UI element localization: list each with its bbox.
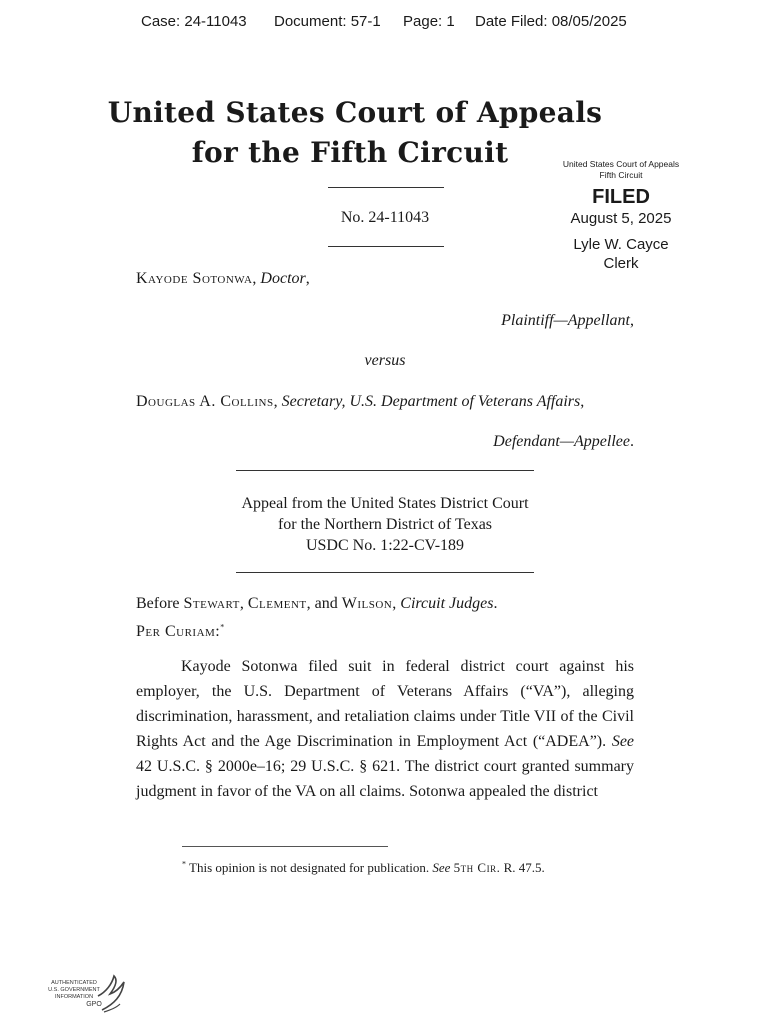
rule-below-appeal — [236, 572, 534, 573]
opinion-see: See — [611, 733, 635, 750]
rule-above-case-number — [328, 187, 444, 188]
plaintiff-line: Kayode Sotonwa, Doctor, — [136, 270, 310, 287]
judge-stewart: Stewart — [183, 595, 240, 612]
panel-and: and — [314, 595, 338, 612]
court-title-line2: for the Fifth Circuit — [191, 136, 509, 169]
opinion-text-b: 42 U.S.C. § 2000e–16; 29 U.S.C. § 621. The district court granted summary judgment in favor of the VA on all claims. Sotonwa appealed the district — [136, 758, 634, 800]
footnote-rule-num: R. 47.5. — [503, 860, 545, 875]
panel-line: Before Stewart, Clement, and Wilson, Circuit Judges. — [136, 595, 498, 612]
footnote-marker: * — [182, 859, 186, 869]
defendant-line: Douglas A. Collins, Secretary, U.S. Department of Veterans Affairs, — [136, 393, 585, 410]
plaintiff-role: Plaintiff—Appellant — [501, 312, 630, 329]
defendant-role: Defendant—Appellee — [493, 433, 630, 450]
date-filed-header: Date Filed: 08/05/2025 — [475, 13, 627, 30]
rule-above-appeal — [236, 470, 534, 471]
opinion-text-a: Kayode Sotonwa filed suit in federal district court against his employer, the U.S. Department of Veterans Affairs (“VA”), alleging discrimination, harassment, and retaliation claims under Title VII of the Civil Rights Act and the Age Discrimination in Employment Act (“ADEA”). — [136, 658, 634, 750]
appeal-line3: USDC No. 1:22-CV-189 — [305, 537, 465, 554]
gpo-eagle-icon — [44, 974, 128, 1018]
plaintiff-title: Doctor — [260, 270, 306, 287]
defendant-role-line: Defendant—Appellee. — [493, 433, 634, 450]
per-curiam: Per Curiam: — [136, 623, 221, 640]
gpo-line1: AUTHENTICATED — [51, 980, 97, 986]
stamp-court-line2: Fifth Circuit — [599, 170, 643, 180]
opinion-body — [136, 654, 634, 804]
defendant-title: Secretary, U.S. Department of Veterans Affairs — [281, 393, 581, 410]
rule-below-case-number — [328, 246, 444, 247]
footnote-separator — [182, 846, 388, 847]
stamp-clerk-title: Clerk — [603, 255, 639, 272]
stamp-date: August 5, 2025 — [570, 210, 672, 227]
appeal-line1: Appeal from the United States District Court — [241, 495, 529, 512]
stamp-court-line1: United States Court of Appeals — [562, 159, 680, 169]
appeal-block — [200, 493, 570, 556]
gpo-line2: U.S. GOVERNMENT — [48, 987, 100, 993]
circuit-judges: Circuit Judges — [400, 595, 494, 612]
footnote-rule-cite: 5th Cir. — [453, 860, 501, 875]
page-number-header: Page: 1 — [403, 13, 455, 30]
gpo-line3: INFORMATION — [54, 994, 94, 1000]
footnote-see: See — [432, 860, 451, 875]
panel-before: Before — [136, 595, 180, 612]
case-number: No. 24-11043 — [340, 209, 430, 226]
plaintiff-role-line: Plaintiff—Appellant, — [501, 312, 634, 329]
judge-wilson: Wilson — [341, 595, 393, 612]
footnote-ref: * — [220, 622, 225, 632]
case-number-header: Case: 24-11043 — [141, 13, 247, 30]
document-number-header: Document: 57-1 — [274, 13, 381, 30]
gpo-authentication-logo — [44, 974, 128, 1018]
per-curiam-line — [136, 623, 224, 641]
court-title-line1: United States Court of Appeals — [107, 96, 603, 129]
filed-stamp — [548, 159, 694, 274]
defendant-name: Douglas A. Collins — [136, 393, 274, 410]
stamp-filed: FILED — [592, 186, 650, 208]
appeal-line2: for the Northern District of Texas — [277, 516, 493, 533]
plaintiff-name: Kayode Sotonwa — [136, 270, 253, 287]
footnote-text: This opinion is not designated for publication. — [189, 860, 430, 875]
stamp-clerk-name: Lyle W. Cayce — [573, 236, 669, 253]
gpo-line4: GPO — [86, 1001, 102, 1008]
judge-clement: Clement — [247, 595, 307, 612]
footnote — [182, 860, 545, 876]
versus: versus — [364, 352, 406, 369]
opinion-paragraph-1 — [136, 654, 634, 804]
